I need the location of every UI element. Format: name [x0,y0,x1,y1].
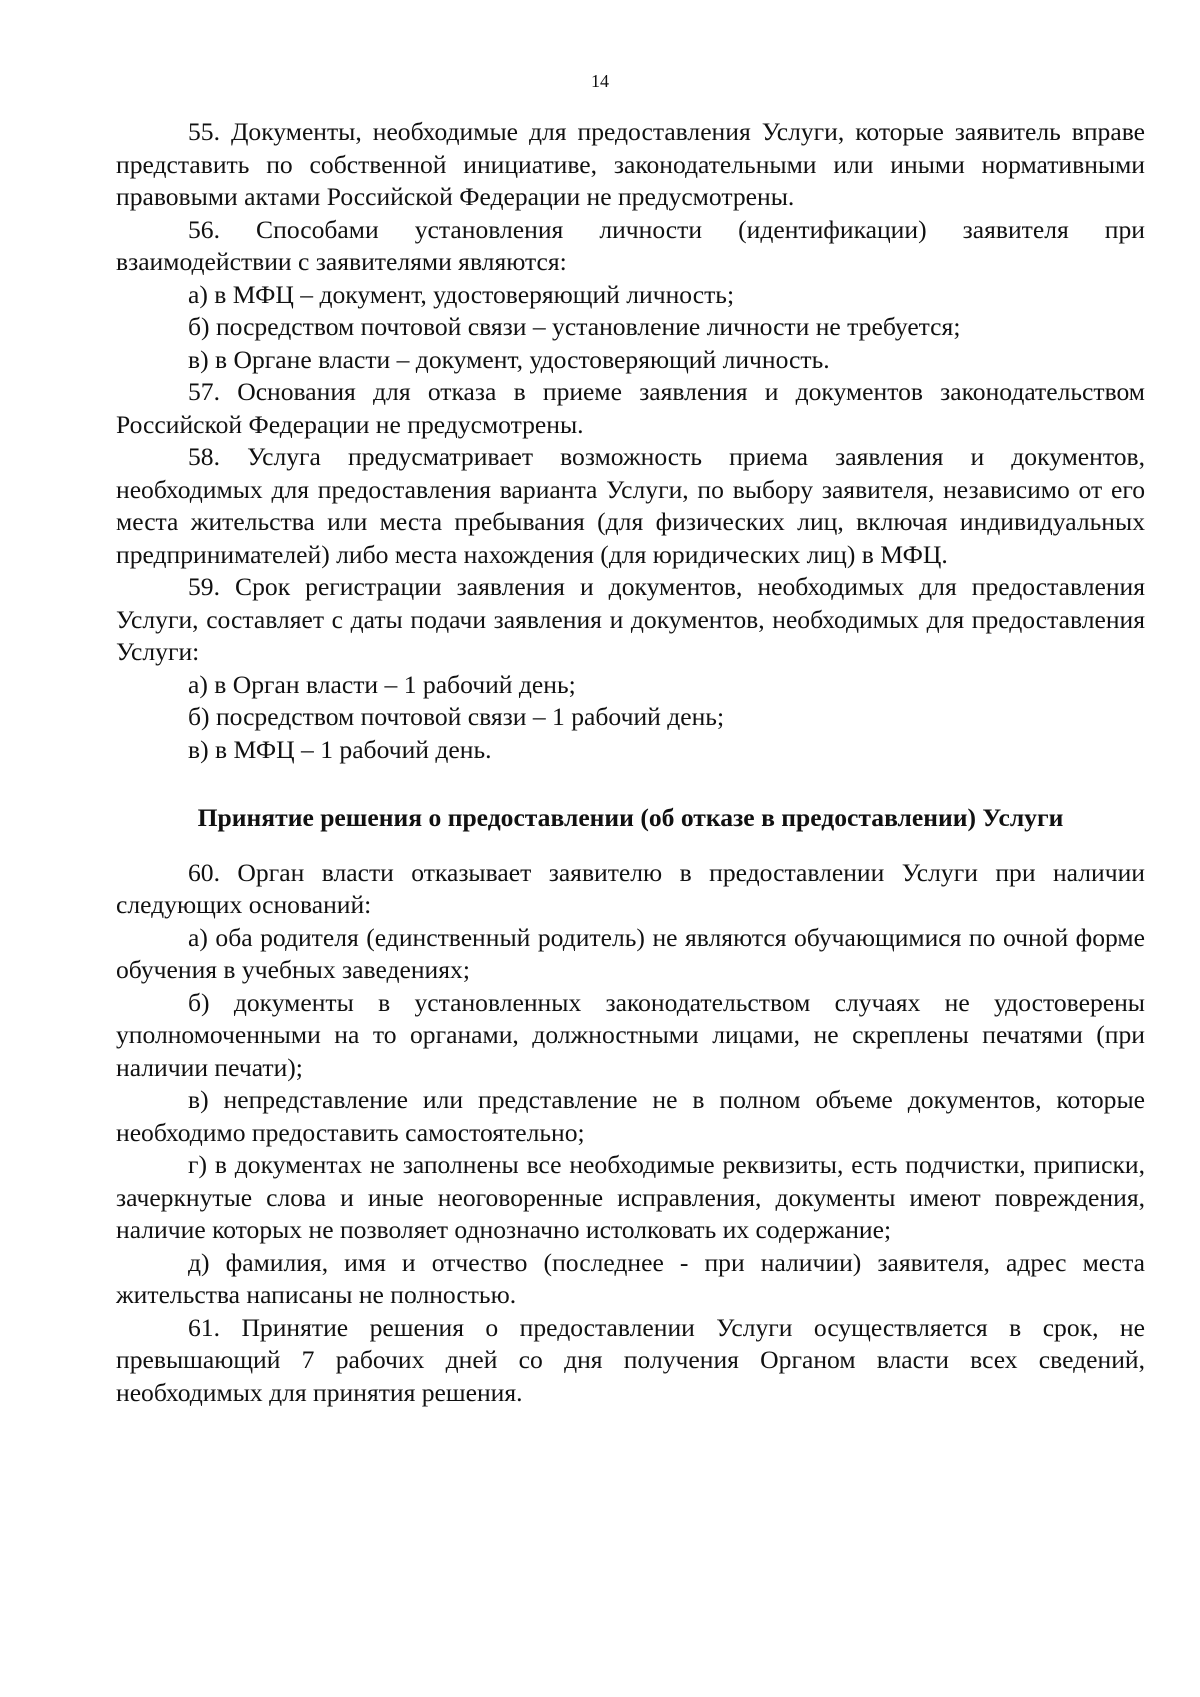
list-item-56a: а) в МФЦ – документ, удостоверяющий личность; [188,279,735,309]
paragraph-56: 56. Способами установления личности (идентификации) заявителя при взаимодействии с заявителями являются: [116,214,1145,276]
list-item-60d: г) в документах не заполнены все необходимые реквизиты, есть подчистки, приписки, зачеркнутые слова и иные неоговоренные исправления, документы имеют повреждения, наличие которых не позволяет однозначно истолковать их содержание; [116,1150,1145,1244]
section-heading: Принятие решения о предоставлении (об отказе в предоставлении) Услуги [197,803,1064,832]
list-item-60b: б) документы в установленных законодательством случаях не удостоверены уполномоченными на то органами, должностными лицами, не скреплены печатями (при наличии печати); [116,987,1145,1082]
paragraph-60: 60. Орган власти отказывает заявителю в предоставлении Услуги при наличии следующих оснований: [116,857,1145,919]
paragraph-59: 59. Срок регистрации заявления и документов, необходимых для предоставления Услуги, составляет с даты подачи заявления и документов, необходимых для предоставления Услуги: [116,572,1145,666]
paragraph-61: 61. Принятие решения о предоставлении Услуги осуществляется в срок, не превышающий 7 рабочих дней со дня получения Органом власти всех сведений, необходимых для принятия решения. [116,1312,1145,1407]
list-item-56c: в) в Органе власти – документ, удостоверяющий личность. [188,344,830,374]
list-item-60e: д) фамилия, имя и отчество (последнее - при наличии) заявителя, адрес места жительства написаны не полностью. [116,1247,1145,1309]
list-item-56b: б) посредством почтовой связи – установление личности не требуется; [188,312,961,341]
list-item-59a: а) в Орган власти – 1 рабочий день; [188,669,576,699]
paragraph-55: 55. Документы, необходимые для предоставления Услуги, которые заявитель вправе представить по собственной инициативе, законодательными или иными нормативными правовыми актами Российской Федерации не предусмотрены. [116,117,1145,211]
list-item-60c: в) непредставление или представление не в полном объеме документов, которые необходимо предоставить самостоятельно; [116,1085,1145,1147]
paragraph-58: 58. Услуга предусматривает возможность приема заявления и документов, необходимых для предоставления варианта Услуги, по выбору заявителя, независимо от его места жительства или места пребывания (для физических лиц, включая индивидуальных предпринимателей) либо места нахождения (для юридических лиц) в МФЦ. [116,442,1145,569]
list-item-60a: а) оба родителя (единственный родитель) не являются обучающимися по очной форме обучения в учебных заведениях; [116,922,1145,984]
list-item-59b: б) посредством почтовой связи – 1 рабочий день; [188,702,725,731]
paragraph-57: 57. Основания для отказа в приеме заявления и документов законодательством Российской Федерации не предусмотрены. [116,377,1145,439]
page-number: 14 [591,71,609,91]
document-body [116,116,1145,1409]
list-item-59c: в) в МФЦ – 1 рабочий день. [188,734,492,764]
